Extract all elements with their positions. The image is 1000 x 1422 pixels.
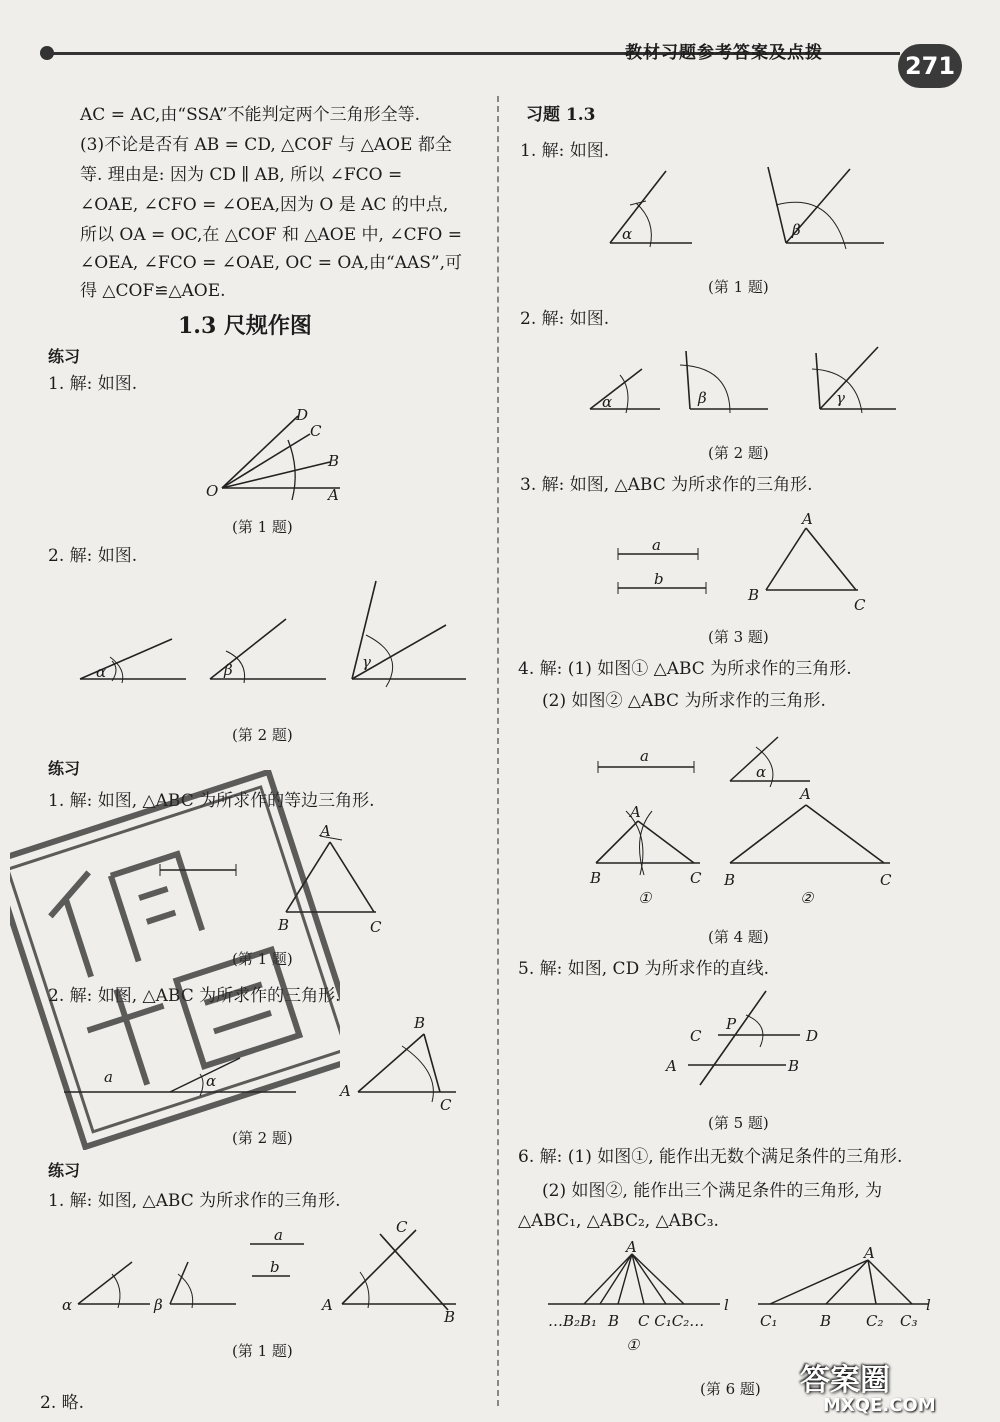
right-fig2-alpha: α xyxy=(602,393,613,411)
right-fig6-1-label-Bs: …B₂B₁ xyxy=(548,1312,598,1330)
l3-q1: 1. 解: 如图, △ABC 为所求作的三角形. xyxy=(48,1191,341,1211)
right-fig5-label-D: D xyxy=(806,1027,819,1045)
right-fig6-1-label-A: A xyxy=(626,1238,637,1256)
lianxi-heading-2: 练习 xyxy=(48,759,81,778)
right-caption-4: (第 4 题) xyxy=(708,928,769,946)
left-para-line6: ∠OEA, ∠FCO = ∠OAE, OC = OA,由“AAS”,可 xyxy=(80,253,462,273)
l3-fig1-alpha: α xyxy=(62,1296,73,1314)
right-fig6-2-label-C3: C₃ xyxy=(900,1312,918,1330)
right-q4b: (2) 如图② △ABC 为所求作的三角形. xyxy=(542,691,826,711)
l2-fig1-label-B: B xyxy=(278,916,290,934)
right-caption-2: (第 2 题) xyxy=(708,444,769,462)
left-para-line7: 得 △COF≌△AOE. xyxy=(80,281,226,301)
l2-q2: 2. 解: 如图, △ABC 为所求作的三角形. xyxy=(48,986,341,1006)
right-figure-1 xyxy=(600,165,900,265)
l1-q2: 2. 解: 如图. xyxy=(48,546,138,566)
l1-fig1-label-C: C xyxy=(310,422,322,440)
right-fig4-2-label-A: A xyxy=(800,785,811,803)
right-fig4-2-label-B: B xyxy=(724,871,736,889)
page-number: 271 xyxy=(898,44,962,88)
l1-fig2-alpha: α xyxy=(96,663,107,681)
right-fig3-label-B: B xyxy=(748,586,760,604)
l3-fig1-label-B: B xyxy=(444,1308,456,1326)
right-heading: 习题 1.3 xyxy=(526,105,596,125)
l2-q1: 1. 解: 如图, △ABC 为所求作的等边三角形. xyxy=(48,791,375,811)
right-q4a: 4. 解: (1) 如图① △ABC 为所求作的三角形. xyxy=(518,659,852,679)
lianxi-heading-1: 练习 xyxy=(48,347,81,366)
right-caption-3: (第 3 题) xyxy=(708,628,769,646)
right-fig4-circ2: ② xyxy=(800,889,814,907)
l2-fig1-label-C: C xyxy=(370,918,382,936)
right-fig4-circ1: ① xyxy=(638,889,652,907)
right-fig6-2-label-C2: C₂ xyxy=(866,1312,884,1330)
right-fig6-1-label-B: B xyxy=(608,1312,620,1330)
l1-caption-1: (第 1 题) xyxy=(232,518,293,536)
right-fig5-label-B: B xyxy=(788,1057,800,1075)
right-fig4-2-label-C: C xyxy=(880,871,892,889)
right-fig3-label-b: b xyxy=(654,570,664,588)
l2-fig2-label-B: B xyxy=(414,1014,426,1032)
section-title: 1.3 尺规作图 xyxy=(178,313,312,339)
right-fig4-alpha: α xyxy=(756,763,767,781)
right-figure-3 xyxy=(610,510,880,620)
l1-caption-2: (第 2 题) xyxy=(232,726,293,744)
right-fig2-gamma: γ xyxy=(836,389,845,407)
right-fig6-circ1: ① xyxy=(626,1336,640,1354)
right-fig3-label-a: a xyxy=(652,536,661,554)
l3-caption-1: (第 1 题) xyxy=(232,1342,293,1360)
right-q6c: △ABC₁, △ABC₂, △ABC₃. xyxy=(518,1211,719,1231)
lianxi-heading-3: 练习 xyxy=(48,1161,81,1180)
watermark-url: MXQE.COM xyxy=(823,1395,936,1416)
right-q6a: 6. 解: (1) 如图①, 能作出无数个满足条件的三角形. xyxy=(518,1147,903,1167)
right-q5: 5. 解: 如图, CD 为所求作的直线. xyxy=(518,959,770,979)
right-q2: 2. 解: 如图. xyxy=(520,309,610,329)
left-para-line4: ∠OAE, ∠CFO = ∠OEA,因为 O 是 AC 的中点, xyxy=(80,195,449,215)
right-fig3-label-C: C xyxy=(854,596,866,614)
right-figure-4 xyxy=(580,725,910,915)
right-q6b: (2) 如图②, 能作出三个满足条件的三角形, 为 xyxy=(542,1181,883,1201)
l2-fig2-alpha: α xyxy=(206,1072,217,1090)
l1-q1: 1. 解: 如图. xyxy=(48,374,138,394)
header-dot xyxy=(40,46,54,60)
right-fig6-1-label-l: l xyxy=(724,1296,729,1314)
right-caption-6: (第 6 题) xyxy=(700,1380,761,1398)
right-fig5-label-A: A xyxy=(666,1057,677,1075)
l3-fig1-label-b: b xyxy=(270,1258,280,1276)
l1-fig1-label-A: A xyxy=(328,486,339,504)
l1-fig1-label-B: B xyxy=(328,452,340,470)
right-fig6-1-label-Cs: C C₁C₂… xyxy=(638,1312,705,1330)
right-fig6-2-label-l: l xyxy=(926,1296,931,1314)
l1-fig2-beta: β xyxy=(224,661,233,679)
l1-figure-2 xyxy=(76,575,476,695)
left-para-line3: 等. 理由是: 因为 CD ∥ AB, 所以 ∠FCO = xyxy=(80,165,403,185)
header-title: 教材习题参考答案及点拨 xyxy=(625,43,823,63)
right-fig4-1-label-B: B xyxy=(590,869,602,887)
l2-fig1-label-A: A xyxy=(320,822,331,840)
l3-fig1-label-A: A xyxy=(322,1296,333,1314)
right-fig4-1-label-C: C xyxy=(690,869,702,887)
right-figure-6 xyxy=(544,1240,944,1360)
l3-figure-1 xyxy=(60,1218,480,1326)
right-fig6-2-label-A: A xyxy=(864,1244,875,1262)
left-para-line5: 所以 OA = OC,在 △COF 和 △AOE 中, ∠CFO = xyxy=(80,225,462,245)
right-fig4-label-a: a xyxy=(640,747,649,765)
right-caption-5: (第 5 题) xyxy=(708,1114,769,1132)
right-caption-1: (第 1 题) xyxy=(708,278,769,296)
l2-fig2-label-a: a xyxy=(104,1068,113,1086)
right-fig4-1-label-A: A xyxy=(630,803,641,821)
right-q3: 3. 解: 如图, △ABC 为所求作的三角形. xyxy=(520,475,813,495)
l3-fig1-beta: β xyxy=(154,1296,163,1314)
l2-caption-2: (第 2 题) xyxy=(232,1129,293,1147)
watermark-logo: 答案圈 xyxy=(800,1363,890,1398)
l2-fig2-label-A: A xyxy=(340,1082,351,1100)
l2-caption-1: (第 1 题) xyxy=(232,950,293,968)
right-fig5-label-P: P xyxy=(726,1015,737,1033)
column-divider xyxy=(497,96,499,1406)
l1-fig1-label-D: D xyxy=(296,406,309,424)
left-para-line1: AC = AC,由“SSA”不能判定两个三角形全等. xyxy=(80,105,420,125)
right-fig5-label-C: C xyxy=(690,1027,702,1045)
right-figure-2 xyxy=(580,345,900,425)
l1-fig2-gamma: γ xyxy=(362,653,371,671)
right-fig6-2-label-C1: C₁ xyxy=(760,1312,778,1330)
right-fig2-beta: β xyxy=(698,389,707,407)
l3-fig1-label-C: C xyxy=(396,1218,408,1236)
l2-fig2-label-C: C xyxy=(440,1096,452,1114)
right-fig1-alpha: α xyxy=(622,225,633,243)
right-fig3-label-A: A xyxy=(802,510,813,528)
right-fig1-beta: β xyxy=(792,221,801,239)
stamp-seal xyxy=(10,770,340,1150)
l3-fig1-label-a: a xyxy=(274,1226,283,1244)
l1-figure-1 xyxy=(200,400,360,510)
right-fig6-2-label-B: B xyxy=(820,1312,832,1330)
l3-q2: 2. 略. xyxy=(40,1393,85,1413)
left-para-line2: (3)不论是否有 AB = CD, △COF 与 △AOE 都全 xyxy=(80,135,452,155)
l1-fig1-label-O: O xyxy=(206,482,219,500)
right-q1: 1. 解: 如图. xyxy=(520,141,610,161)
right-figure-5 xyxy=(660,985,840,1085)
